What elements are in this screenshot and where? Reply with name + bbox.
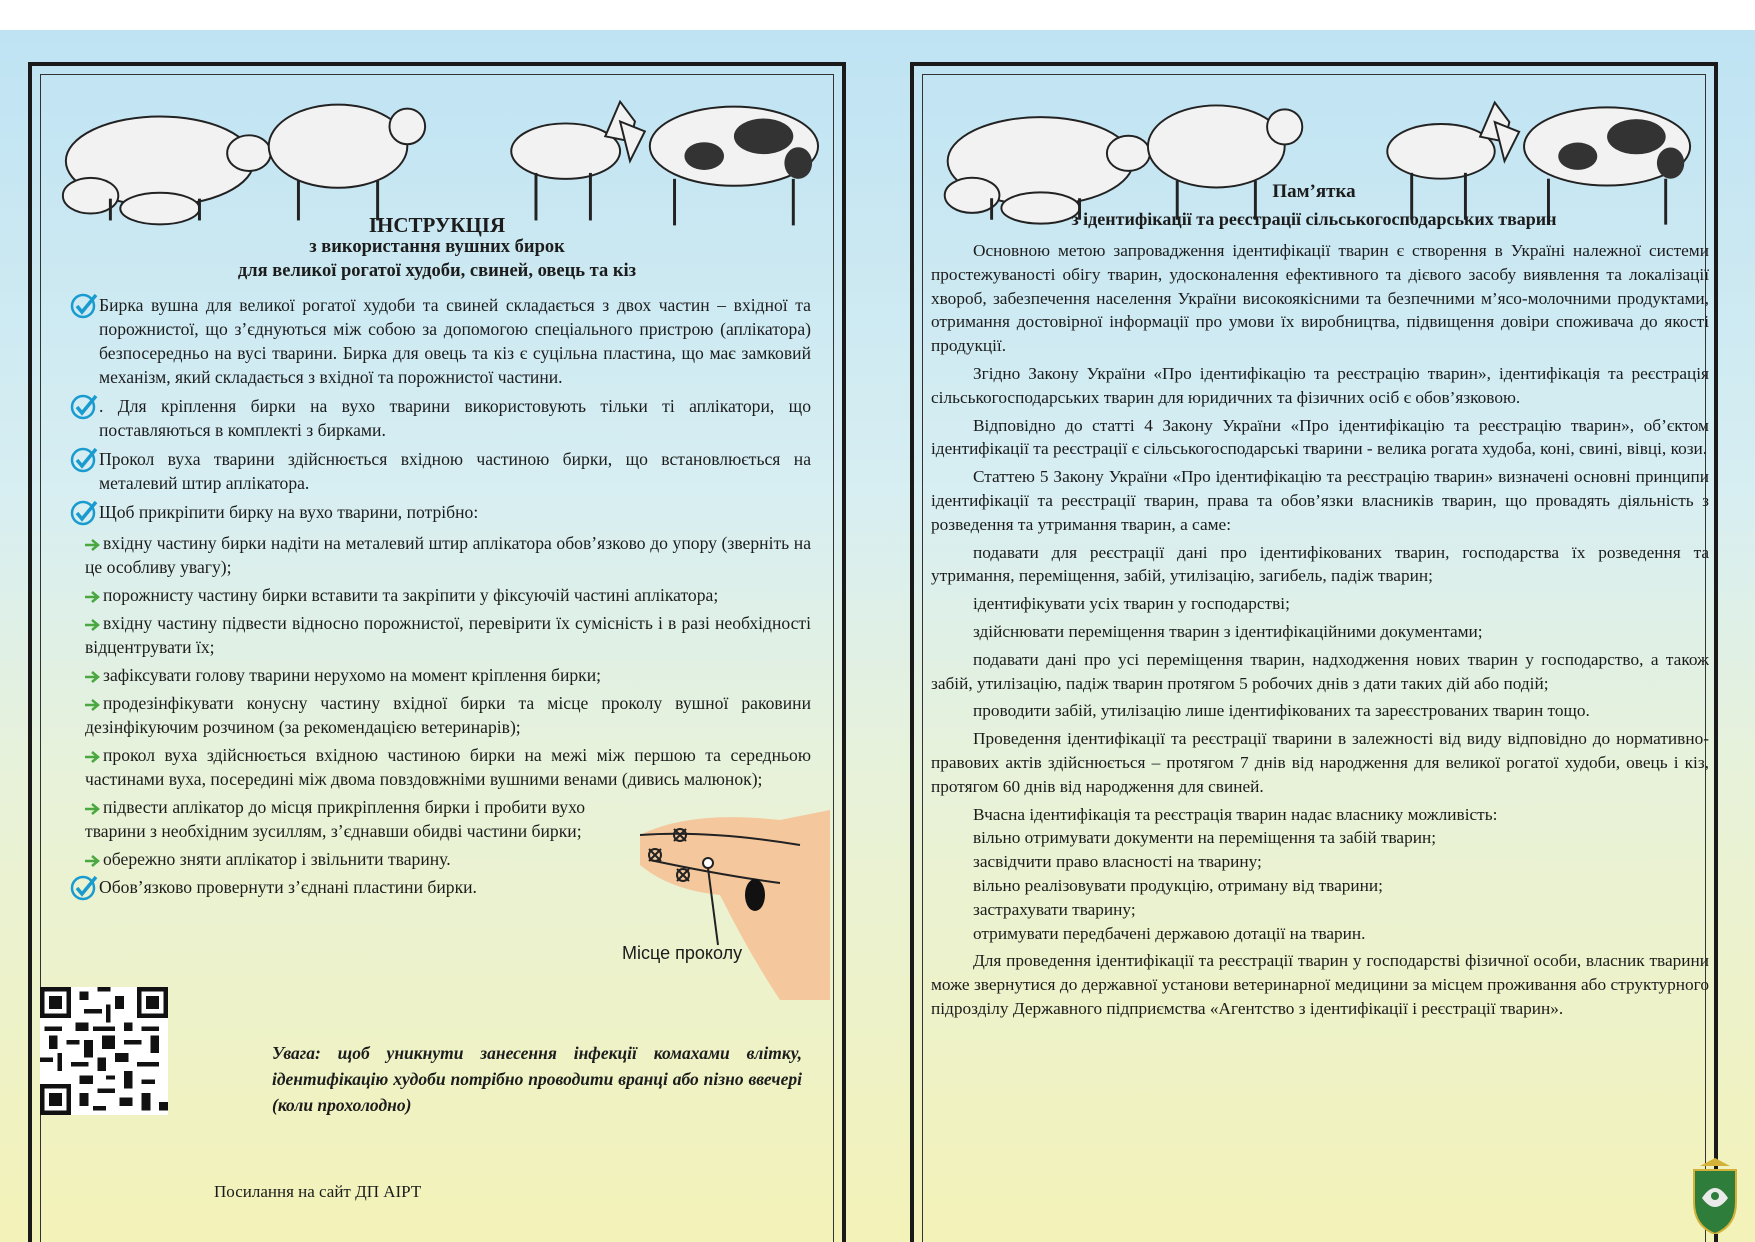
memo-paragraph: Проведення ідентифікації та реєстрації тварини в залежності від виду відповідно до нормативно-правових актів здійснюється – протягом 7 днів від народження для великої рогатої худоби, овець і кіз, протягом 60 днів від народження для свиней.: [931, 729, 1709, 796]
diagram-label: Місце проколу: [622, 943, 743, 963]
check-item-text: Щоб прикріпити бирку на вухо тварини, потрібно:: [99, 502, 479, 522]
arrow-icon: [85, 671, 101, 683]
warning-note: Увага: щоб уникнути занесення інфекції комахами влітку, ідентифікацію худоби потрібно проводити вранці або пізно ввечері (коли прохолодно): [272, 1043, 802, 1115]
check-item: [69, 293, 811, 389]
benefit-item: вільно отримувати документи на переміщення та забій тварин;: [973, 828, 1437, 848]
step-text: підвести аплікатор до місця прикріплення бирки і пробити вухо тварини з необхідним зусиллям, з’єднавши обидві частини бирки;: [85, 797, 585, 841]
instruction-subtitle-2: для великої рогатої худоби, свиней, овець та кіз: [237, 261, 637, 281]
duty-item: подавати дані про усі переміщення тварин, надходження нових тварин у господарство, а також забій, утилізацію, падіж тварин протягом 5 робочих днів з дати таких дій або подій;: [931, 649, 1709, 693]
memo-paragraph: Для проведення ідентифікації та реєстрації тварин у господарстві фізичної особи, власник тварини може звернутися до державної установи ветеринарної медицини за місцем проживання або структурного підрозділу Державного підприємства «Агентство з ідентифікації і реєстрації тварин».: [931, 951, 1709, 1018]
duty-item: здійснювати переміщення тварин з ідентифікаційними документами;: [973, 621, 1483, 641]
instruction-title: ІНСТРУКЦІЯ: [368, 213, 506, 237]
memo-paragraph: Відповідно до статті 4 Закону України «Про ідентифікацію та реєстрацію тварин», об’єктом ідентифікації та реєстрації є сільськогосподарські тварини - велика рогата худоба, коні, свині, вівці, кози.: [931, 415, 1709, 459]
step-text: продезінфікувати конусну частину вхідної бирки та місце проколу вушної раковини дезінфікуючим розчином (за рекомендацією ветеринарів);: [85, 693, 811, 737]
instruction-subtitle-1: з використання вушних бирок: [309, 237, 565, 257]
step-item: [69, 795, 585, 843]
step-item: [69, 583, 811, 607]
arrow-icon: [85, 619, 101, 631]
coat-of-arms-emblem: [1690, 1158, 1740, 1234]
website-link-caption: Посилання на сайт ДП АІРТ: [214, 1182, 422, 1201]
memo-body: [931, 239, 1709, 1025]
step-text: зафіксувати голову тварини нерухомо на момент кріплення бирки;: [103, 665, 602, 685]
step-text: порожнисту частину бирки вставити та закріпити у фіксуючій частині аплікатора;: [103, 585, 719, 605]
memo-subtitle: з ідентифікації та реєстрації сільськогосподарських тварин: [1071, 209, 1557, 229]
duty-item: ідентифікувати усіх тварин у господарстві;: [973, 594, 1290, 614]
check-item: [69, 447, 811, 495]
benefits-intro: Вчасна ідентифікація та реєстрація тварин надає власнику можливість:: [973, 804, 1498, 824]
arrow-icon: [85, 591, 101, 603]
step-text: прокол вуха здійснюється вхідною частиною бирки на межі між першою та середньою частинами вуха, посередині між двома повздовжніми вушними венами (дивись малюнок);: [85, 745, 811, 789]
step-item: [69, 743, 811, 791]
arrow-icon: [85, 751, 101, 763]
duty-item: подавати для реєстрації дані про ідентифікованих тварин, господарства їх розведення та утримання, переміщення, забій, утилізацію, загибель, падіж тварин;: [931, 542, 1709, 586]
checkmark-icon: [69, 394, 99, 420]
check-item-text: Обов’язково провернути з’єднані пластини бирки.: [99, 877, 477, 897]
checkmark-icon: [69, 447, 99, 473]
step-text: обережно зняти аплікатор і звільнити тварину.: [103, 849, 451, 869]
step-item: [69, 663, 811, 687]
check-item: [69, 394, 811, 442]
step-item: [69, 531, 811, 579]
benefit-item: вільно реалізовувати продукцію, отриману від тварини;: [973, 875, 1383, 895]
step-text: вхідну частину підвести відносно порожнистої, перевірити їх сумісність і в разі необхідності відцентрувати їх;: [85, 613, 811, 657]
checkmark-icon: [69, 500, 99, 526]
memo-title: Пам’ятка: [1272, 181, 1356, 202]
benefit-item: отримувати передбачені державою дотації на тварин.: [973, 923, 1366, 943]
check-item-text: . Для кріплення бирки на вухо тварини використовують тільки ті аплікатори, що поставляються в комплекті з бирками.: [99, 396, 811, 440]
benefit-item: застрахувати тварину;: [973, 899, 1136, 919]
check-item: [69, 500, 811, 526]
checkmark-icon: [69, 875, 99, 901]
ear-piercing-diagram: [630, 805, 830, 1000]
arrow-icon: [85, 855, 101, 867]
memo-paragraph: Статтею 5 Закону України «Про ідентифікацію та реєстрацію тварин» визначені основні принципи ідентифікації та реєстрації тварин, права та обов’язки власників тварин, що провадять діяльність з розведення та утримання тварин, а саме:: [931, 467, 1709, 534]
memo-paragraph: Згідно Закону України «Про ідентифікацію та реєстрацію тварин», ідентифікація та реєстрація сільськогосподарських тварин для юридичних та фізичних осіб є обов’язковою.: [931, 363, 1709, 407]
benefit-item: засвідчити право власності на тварину;: [973, 852, 1262, 872]
memo-panel: [910, 62, 1718, 1242]
qr-code[interactable]: [40, 987, 168, 1115]
memo-paragraph: Основною метою запровадження ідентифікації тварин є створення в Україні належної системи простежуваності обігу тварин, удосконалення ефективного та дієвого засобу виявлення та локалізації хвороб, забезпечення населення України високоякісними та безпечними м’ясо-молочними продуктами, отримання достовірної інформації про умови їх виробництва, підвищення довіри споживача до якості продукції.: [931, 241, 1709, 356]
arrow-icon: [85, 699, 101, 711]
check-item-text: Бирка вушна для великої рогатої худоби та свиней складається з двох частин – вхідної та порожнистої, що з’єднуються між собою за допомогою спеціального пристрою (аплікатора) безпосередньо на вусі тварини. Бирка для овець та кіз є суцільна пластина, що має замковий механізм, який складається з вхідної та порожнистої частини.: [99, 295, 811, 387]
duty-item: проводити забій, утилізацію лише ідентифікованих та зареєстрованих тварин тощо.: [973, 701, 1590, 721]
arrow-icon: [85, 803, 101, 815]
arrow-icon: [85, 539, 101, 551]
step-text: вхідну частину бирки надіти на металевий штир аплікатора обов’язково до упору (зверніть на це особливу увагу);: [85, 533, 811, 577]
step-item: [69, 611, 811, 659]
checkmark-icon: [69, 293, 99, 319]
step-item: [69, 691, 811, 739]
check-item-text: Прокол вуха тварини здійснюється вхідною частиною бирки, що встановлюється на металевий штир аплікатора.: [99, 449, 811, 493]
